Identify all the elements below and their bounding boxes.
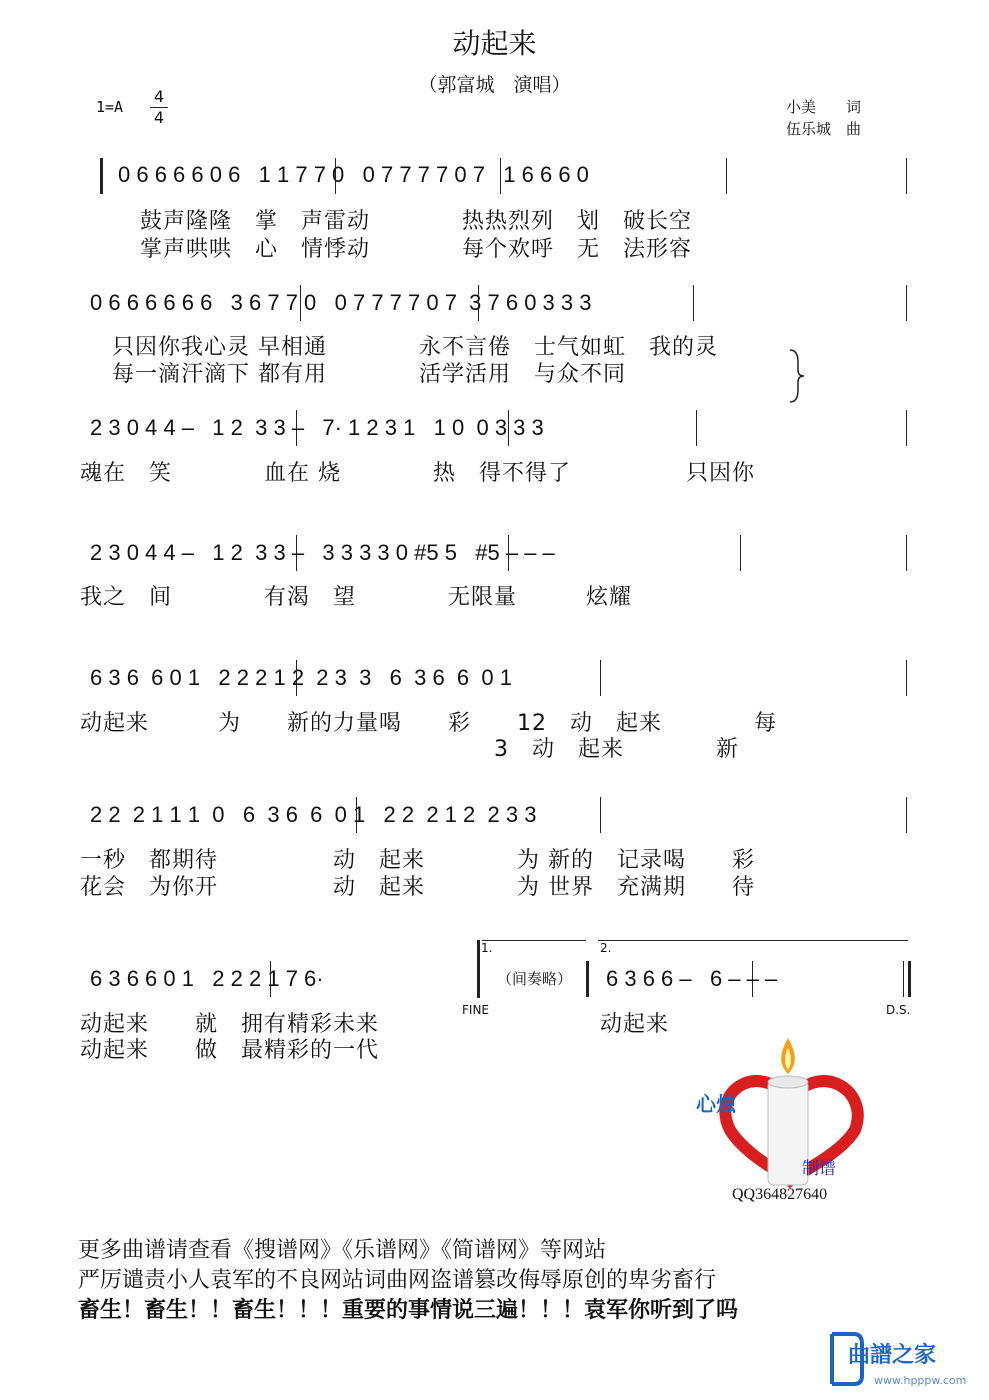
notes-row-1: 0 6 6 6 6 0 6 1 1 7 7 0 0 7 7 7 7 0 7 1 6 6 6 0 xyxy=(118,162,589,187)
footer-line-1: 更多曲谱请查看《搜谱网》《乐谱网》《简谱网》等网站 xyxy=(78,1238,607,1263)
notes-row-5: 6 3 6 6 0 1 2 2 2 1 2 2 3 3 6 3 6 6 0 1 xyxy=(90,665,512,690)
lyrics-row-1-verse-2: 掌声哄哄 心 情悸动 每个欢呼 无 法形容 xyxy=(140,237,693,262)
notes-row-3: 2 3 0 4 4 – 1 2 3 3 – 7· 1 2 3 1 1 0 0 3 3 3 xyxy=(90,415,544,440)
lyrics-row-6-verse-2: 花会 为你开 动 起来 为 世界 充满期 待 xyxy=(80,875,755,900)
barline xyxy=(752,961,753,997)
barline xyxy=(906,158,907,194)
barline xyxy=(906,660,907,696)
time-top: 4 xyxy=(153,87,165,106)
final-bar xyxy=(908,961,911,997)
barline xyxy=(500,158,501,194)
notes-row-7: 6 3 6 6 0 1 2 2 2 1 7 6· xyxy=(90,966,324,991)
lyrics-row-6-verse-1: 一秒 都期待 动 起来 为 新的 记录喝 彩 xyxy=(80,848,755,873)
barline xyxy=(740,535,741,571)
barline xyxy=(296,660,297,696)
logo-qq: QQ364827640 xyxy=(732,1186,828,1203)
footer-line-2: 严厉谴责小人袁军的不良网站词曲网盗谱篡改侮辱原创的卑劣畜行 xyxy=(78,1268,717,1293)
barline xyxy=(903,961,904,997)
lyrics-row-2-verse-2: 每一滴汗滴下 都有用 活学活用 与众不同 xyxy=(112,362,626,387)
barline xyxy=(600,660,601,696)
notes-row-2: 0 6 6 6 6 6 6 3 6 7 7 0 0 7 7 7 7 0 7 3 7 6 0 3 3 3 xyxy=(90,290,592,315)
credits xyxy=(786,96,861,140)
barline xyxy=(270,961,271,997)
notes-row-6: 2 2 2 1 1 1 0 6 3 6 6 0 1 2 2 2 1 2 2 3 3 xyxy=(90,802,537,827)
barline xyxy=(726,158,727,194)
logo-made: 制谱 xyxy=(802,1159,836,1179)
lyrics-row-7-verse-1: 动起来 就 拥有精彩未来 xyxy=(80,1012,380,1037)
watermark-brand: 曲譜之家 xyxy=(848,1343,937,1368)
page-title: 动起来 xyxy=(452,27,537,60)
barline xyxy=(693,285,694,321)
fine-bar xyxy=(477,940,480,998)
footer-line-3: 畜生！畜生！！畜生！！！重要的事情说三遍！！！袁军你听到了吗 xyxy=(78,1298,739,1323)
performer-subtitle: （郭富城 演唱） xyxy=(418,74,571,96)
barline xyxy=(696,410,697,446)
lyrics-row-1-verse-1: 鼓声隆隆 掌 声雷动 热热烈列 划 破长空 xyxy=(140,209,693,234)
time-bottom: 4 xyxy=(153,108,165,127)
site-watermark xyxy=(818,1320,978,1390)
barline xyxy=(508,410,509,446)
barline xyxy=(906,535,907,571)
lyricist: 小美 词 xyxy=(786,98,862,116)
lyrics-row-5-verse-1: 动起来 为 新的力量喝 彩 12 动 起来 每 xyxy=(80,711,777,736)
lyrics-row-7-ending-2: 动起来 xyxy=(600,1012,670,1037)
lyrics-row-2-verse-1: 只因你我心灵 早相通 永不言倦 士气如虹 我的灵 xyxy=(112,335,718,360)
barline xyxy=(296,535,297,571)
lyrics-row-3: 魂在 笑 血在 烧 热 得不得了 只因你 xyxy=(80,461,755,486)
repeat-start-bar xyxy=(100,158,103,194)
barline xyxy=(335,158,336,194)
barline xyxy=(600,797,601,833)
barline xyxy=(478,285,479,321)
barline xyxy=(508,535,509,571)
barline xyxy=(906,410,907,446)
ds-mark: D.S. xyxy=(886,1003,911,1017)
repeat-end-bar xyxy=(586,961,589,997)
watermark-url: www.hpppw.com xyxy=(874,1374,967,1387)
logo-name: 心烛 xyxy=(696,1092,736,1116)
key-signature: 1=A xyxy=(96,98,124,116)
lyrics-row-7-verse-2: 动起来 做 最精彩的一代 xyxy=(80,1038,380,1063)
barline xyxy=(296,410,297,446)
lyrics-row-4: 我之 间 有渴 望 无限量 炫耀 xyxy=(80,585,633,610)
time-signature xyxy=(150,88,168,127)
ending-2-label: 2. xyxy=(600,941,612,955)
barline xyxy=(906,797,907,833)
fine-mark: FINE xyxy=(462,1003,489,1017)
brace-icon xyxy=(786,348,806,404)
composer: 伍乐城 曲 xyxy=(786,120,862,138)
barline xyxy=(356,797,357,833)
transcriber-logo xyxy=(690,1030,890,1220)
barline xyxy=(300,285,301,321)
ending-1-label: 1. xyxy=(481,941,493,955)
ending-2-bracket xyxy=(598,940,908,942)
notes-row-7-ending-2: 6 3 6 6 – 6 – – – xyxy=(606,966,778,991)
notes-row-4: 2 3 0 4 4 – 1 2 3 3 – 3 3 3 3 0 #5 5 #5 – – – xyxy=(90,540,555,565)
interlude-note: （间奏略） xyxy=(497,970,573,988)
barline xyxy=(906,285,907,321)
ending-1-bracket xyxy=(482,940,586,942)
lyrics-row-5-verse-2: 3 动 起来 新 xyxy=(80,737,739,762)
